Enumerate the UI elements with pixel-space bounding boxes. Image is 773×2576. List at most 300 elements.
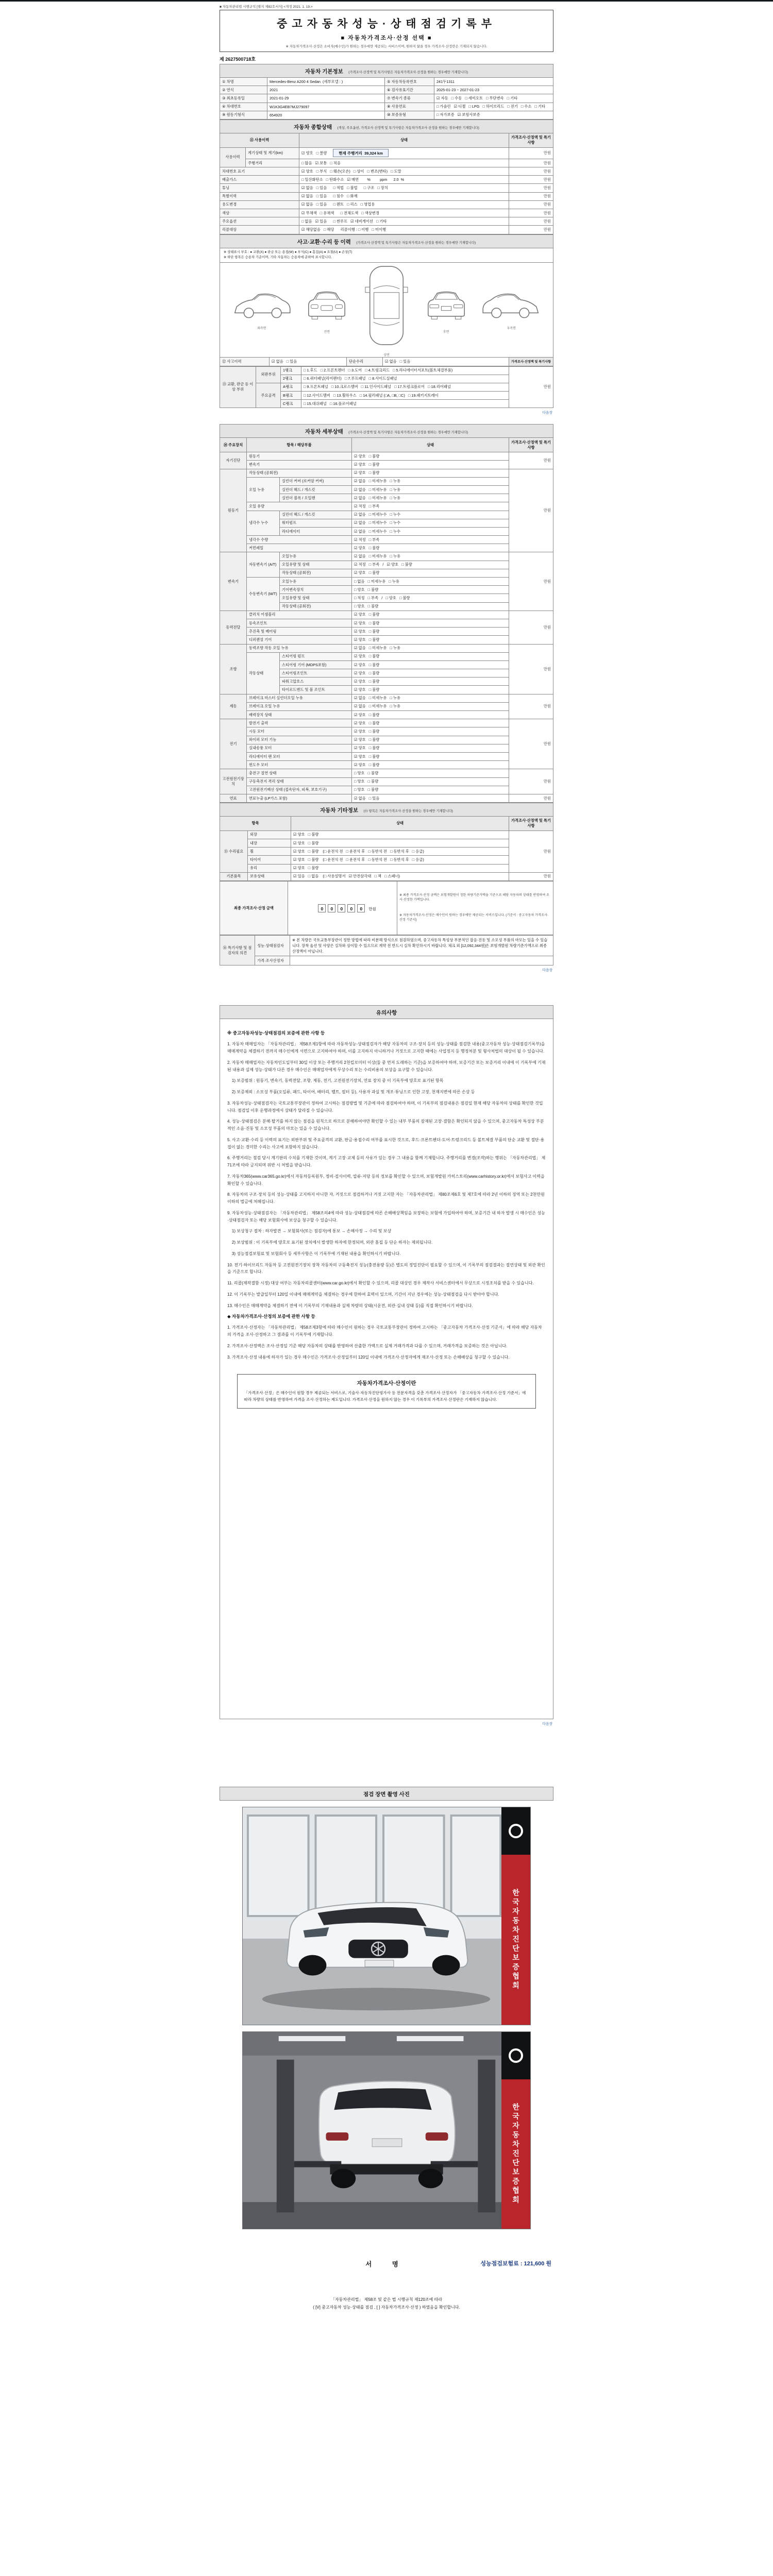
cell-status: ☑ 해당없음 □ 해당 리콜이행 : □ 이행 □ 미이행: [299, 226, 509, 234]
cell-status: ☑ 양호 □ 불량 (□ 운전석 전 □ 운전석 후 □ 동반석 전 □ 동반석 후 □ 응급): [291, 848, 509, 856]
view-label: 좌측면: [257, 327, 266, 330]
cell-group-main-frame: 주요골격: [256, 383, 281, 408]
cell-status: □ 없음 □ 미세누유 □ 누유: [352, 578, 509, 586]
section-photos-heading: [220, 1787, 553, 1801]
cell-rank: B랭크: [281, 392, 301, 400]
view-label: 우측면: [507, 327, 516, 330]
cell-label: ⑧ 사용연료: [385, 103, 434, 111]
cell-price: 만원: [509, 167, 553, 176]
pager-next[interactable]: 다음장: [542, 411, 552, 415]
cell-status: ☑ 양호 □ 부식 □ 훼손(오손) □ 상이 □ 변조(변타) □ 도말: [299, 167, 509, 176]
car-right-side-view: [481, 290, 542, 330]
cell-value-car-name: Mercedes-Benz A200 4 Sedan (세부모델 : ): [267, 78, 385, 86]
lift-photo-image: [243, 2032, 530, 2229]
cell-status: ☑ 없음 □ 있음 □ 적법 □ 불법 □ 구조 □ 장치: [299, 184, 509, 192]
cell-status: ☑ 적정 □ 부족: [352, 536, 509, 544]
car-top-diagram-icon: [362, 263, 411, 348]
cell-label: ⑥ 검사유효기간: [385, 86, 434, 94]
cell-group: 연료: [220, 794, 247, 802]
cell-subgroup: 수동변속기 (M/T): [247, 578, 280, 611]
col-header-device: ⑭ 주요장치: [220, 438, 247, 452]
amount-digit: 0: [357, 904, 365, 912]
notice-item: 2) 보상범위 : 이 기록부에 양호로 표기된 장치에서 발생한 하자에 한정되며, 외관 흠집 등 단순 하자는 제외됩니다.: [227, 1240, 433, 1245]
notice-item: 9. 자동차성능·상태점검자는 「자동차관리법」 제58조의4에 따라 성능·상태점검에 따른 손해배상책임을 보장하는 보험에 가입하여야 하며, 보증기간 내 하자 발생 시 매수인은 성능·상태점검자 또는 해당 보험회사에 보상을 청구할 수 있습니다.: [227, 1210, 545, 1223]
cell-item: 구동축전지 격리 상태: [247, 777, 352, 786]
cell-price: 만원: [509, 366, 553, 408]
cell-status: ☑ 양호 □ 불량: [352, 452, 509, 461]
cell-subgroup: 냉각수 누수: [247, 511, 280, 536]
cell-subgroup: 작동상태: [247, 652, 280, 694]
cell-price: 만원: [509, 611, 553, 644]
cell-status: ☑ 양호 □ 불량: [352, 686, 509, 694]
cell-price: 만원: [509, 226, 553, 234]
cell-label: 주요옵션: [220, 217, 299, 226]
cell-value-model-year: 2021: [267, 86, 385, 94]
cell-status: ☑ 양호 □ 불량: [352, 736, 509, 744]
comprehensive-state-table: [220, 133, 553, 234]
section-etc-note: (⑮ 항목은 자동차가격조사·산정을 원하는 경우에만 기재합니다): [363, 809, 453, 814]
cell-status: ☑ 없음 □ 미세누유 □ 누유: [352, 477, 509, 485]
cell-group: 사용이력: [220, 147, 246, 167]
section-accident-note: (가격조사·산정액 및 특기사항은 자동차가격조사·산정을 원하는 경우에만 기재합니다): [356, 241, 476, 245]
notice-item: 7. 자동차365(www.car365.go.kr)에서 자동차등록원부, 정비·검사이력, 압류·저당 등의 정보를 확인할 수 있으며, 보험개발원 카히스토리(www.carhistory.or.kr)에서 보험사고 이력을 확인할 수 있습니다.: [227, 1174, 546, 1186]
cell-label: 계기상태 및 계기(km): [246, 147, 299, 159]
cell-price: 만원: [509, 794, 553, 802]
amount-digit: 0: [318, 904, 326, 912]
cell-status: ☑ 양호 □ 불량: [352, 727, 509, 736]
association-name: 한국자동차진단보증협회: [512, 1889, 520, 1991]
notice-item: 2. 가격조사·산정액은 조사·산정일 기준 해당 자동차의 상태를 반영하여 산출한 가액으로 실제 거래가격과 다를 수 있으며, 거래가격을 보증하는 것은 아닙니다.: [227, 1343, 508, 1348]
notice-item: 3. 자동차성능·상태점검자는 국토교통부장관이 정하여 고시하는 점검방법 및 기준에 따라 점검하여야 하며, 이 기록부의 점검내용은 점검일 현재 해당 자동차의 상태를 확인한 것입니다. 점검일 이후 운행과정에서 상태가 달라질 수 있습니다.: [227, 1100, 543, 1113]
col-header-price: 가격조사·산정액 및 특기사항: [509, 133, 553, 147]
cell-group: 동력전달: [220, 611, 247, 644]
cell-item: 스티어링 기어 (MDPS포함): [280, 660, 352, 669]
cell-label: 리콜대상: [220, 226, 299, 234]
cell-item: 워터펌프: [280, 519, 352, 527]
cell-status: ☑ 양호 □ 불량: [352, 744, 509, 752]
notice-item: 3. 가격조사·산정 내용에 하자가 있는 경우 매수인은 가격조사·산정일부터 120일 이내에 가격조사·산정자에게 재조사·산정 또는 손해배상을 청구할 수 있습니다.: [227, 1354, 510, 1360]
cell-label: 차대번호 표기: [220, 167, 299, 176]
cell-label: ① 차명: [220, 78, 267, 86]
inspection-photo-lift: [242, 2031, 531, 2229]
cell-status: ☑ 없음 □ 미세누유 □ 누유: [352, 694, 509, 702]
col-header-usage: ⑪ 사용이력: [220, 133, 299, 147]
cell-status: ☑ 양호 □ 불량: [352, 761, 509, 769]
accident-legend-note: ※ 하단 항목은 승용차 기준이며, 기타 자동차는 승용차에 준하여 표시합니다.: [224, 256, 332, 260]
cell-group-repair-needed: ⑮ 수리필요: [220, 831, 248, 872]
car-front-diagram-icon: [302, 286, 351, 325]
cell-group-outer-panel: 외판부위: [256, 366, 281, 383]
cell-item: 작동상태 (공회전): [280, 602, 352, 611]
cell-item: 실린더 커버 (로커암 커버): [280, 477, 352, 485]
cell-price: 만원: [509, 872, 553, 880]
definition-body: 「가격조사·산정」은 매수인이 원할 경우 제공되는 서비스로, 기술사·자동차진단평가사 등 전문자격을 갖춘 가격조사·산정자가 「중고자동차 가격조사·산정 기준서」에 따라 차량의 상태를 반영하여 가격을 조사·산정하는 제도입니다. 가격조사·산정을 원하지 않는 경우 이 기록부의 가격조사·산정란은 기재하지 않습니다.: [244, 1391, 526, 1402]
cell-label: 타이어: [248, 856, 291, 864]
cell-status: ☑ 없음 □ 있음: [352, 794, 509, 802]
association-banner: [501, 1807, 530, 2025]
notice-item: 2. 자동차 매매업자는 자동차인도일부터 30일 이상 또는 주행거리 2천킬로미터 이상(둘 중 먼저 도래하는 기준)을 보증하여야 하며, 보증기간 또는 보증거리 이내에 이 기록부에 기재된 내용과 실제 성능·상태가 다른 경우 매수인은 매매업자에게 무상수리 또는 수리비용의 보상을 요구할 수 있습니다.: [227, 1060, 546, 1072]
page-subtitle: ■ 자동차가격조사·산정 선택 ■: [341, 35, 432, 41]
col-header-status: 상태: [352, 438, 509, 452]
car-rear-view: [422, 286, 471, 334]
cell-status: ☑ 양호 □ 불량: [352, 461, 509, 469]
cell-status: ☑ 양호 □ 불량: [352, 469, 509, 477]
col-header-status: 상태: [299, 133, 509, 147]
amount-digit: 0: [347, 904, 355, 912]
cell-value-first-reg-date: 2021-01-29: [267, 94, 385, 103]
cell-status: □ 없음 ☑ 있음 □ 썬루프 ☑ 네비게이션 □ 기타: [299, 217, 509, 226]
notice-item: 12. 이 기록부는 발급일부터 120일 이내에 매매계약을 체결하는 경우에 한하여 효력이 있으며, 기간이 지난 경우에는 성능·상태점검을 다시 받아야 합니다.: [227, 1292, 499, 1297]
cell-item: 스티어링 펌프: [280, 652, 352, 660]
cell-value-inspection-period: 2025-01-23 ~ 2027-01-23: [434, 86, 553, 94]
cell-status-mileage: [299, 147, 509, 159]
cell-group: 변속기: [220, 552, 247, 611]
cell-item: 디퍼렌셜 기어: [247, 636, 352, 644]
cell-label: ⑨ 원동기형식: [220, 111, 267, 119]
cell-item: 배력장치 상태: [247, 711, 352, 719]
cell-group-exchange: ⑬ 교환, 판금 등 이상 부위: [220, 366, 256, 408]
cell-label: 특별이력: [220, 192, 299, 200]
section-photos-title: 점검 장면 촬영 사진: [363, 1791, 410, 1798]
title-box: [220, 10, 553, 52]
car-damage-diagrams: [220, 262, 553, 357]
cell-label: ⑤ 자동차등록번호: [385, 78, 434, 86]
cell-price: 만원: [509, 831, 553, 872]
cell-status-simple-repair: ☑ 없음 □ 있음: [383, 357, 509, 366]
cell-status: ☑ 양호 □ 불량: [352, 569, 509, 577]
current-mileage-value: 현재 주행거리 39,324 km: [333, 149, 389, 157]
accident-history-table: [220, 357, 553, 366]
mileage-status: ☑ 양호 □ 불량: [301, 150, 327, 156]
document-number: 제 2627500718호: [220, 57, 256, 62]
notice-item: 2) 보증제외 : 소모성 부품(오일류, 패드, 타이어, 배터리, 벨트, 필터 등), 사용자 과실 및 개조·튜닝으로 인한 고장, 천재지변에 따른 손상 등: [227, 1090, 475, 1095]
cell-item: 고전원전기배선 상태 (접속단자, 피복, 보호기구): [247, 786, 352, 794]
price-appraisal-definition-box: [237, 1374, 536, 1409]
col-header-price: 가격조사·산정액 및 특기사항: [509, 357, 553, 366]
accident-legend-codes: ※ 상태표시 부호 : ● 교환(X) ● 판금 또는 용접(W) ● 부식(C) ● 흠집(A) ● 요철(U) ● 손상(T): [224, 250, 352, 254]
cell-item: 파워고압호스: [280, 677, 352, 686]
view-label: 전면: [324, 330, 330, 334]
cell-item: 연료누출 (LP가스 포함): [247, 794, 352, 802]
premium-value: 121,600 원: [524, 2261, 551, 2267]
cell-status: ☑ 양호 □ 불량: [291, 864, 509, 872]
cell-item: 와이퍼 모터 기능: [247, 736, 352, 744]
photos-section: [220, 1787, 553, 2229]
cell-price: 만원: [509, 469, 553, 552]
section-notices-heading: [220, 1005, 553, 1019]
cell-rank-items: □ 9.프론트패널 □ 10.크로스멤버 □ 11.인사이드패널 □ 17.트렁크플로어 □ 18.리어패널: [301, 383, 509, 391]
section-etc-heading: [220, 803, 553, 816]
cell-item: 원동기: [247, 452, 352, 461]
cell-status: ☑ 양호 □ 불량: [352, 611, 509, 619]
cell-label: ④ 차대번호: [220, 103, 267, 111]
cell-price: 만원: [509, 694, 553, 719]
cell-label: 주행거리: [246, 159, 299, 167]
cell-item: 오일 유량: [247, 502, 352, 511]
notices-subheading: ◆ 자동차가격조사·산정의 보증에 관한 사항 등: [227, 1314, 315, 1319]
cell-item: 커먼레일: [247, 544, 352, 552]
view-label: 후면: [443, 330, 449, 334]
section-basic-title: 자동차 기본정보: [305, 69, 343, 75]
final-price-amount: [288, 882, 397, 935]
cell-label: 튜닝: [220, 184, 299, 192]
inspector-label: 성능·상태점검자: [255, 936, 290, 956]
cell-group: 전기: [220, 719, 247, 769]
cell-item: 추진축 및 베어링: [247, 628, 352, 636]
section-detail-heading: [220, 424, 553, 437]
showroom-photo-image: [243, 1807, 530, 2025]
notice-item: 3) 성능점검보험료 및 보험회사 등 세부사항은 이 기록부에 기재된 내용을 확인하시기 바랍니다.: [227, 1251, 401, 1256]
notice-item: 1) 보상청구 절차 : 하자발견 → 보험회사(또는 점검자)에 통보 → 손해사정 → 수리 및 보상: [227, 1229, 392, 1234]
inspection-insurance-premium: [480, 2259, 551, 2267]
cell-item: 작동상태 (공회전): [280, 569, 352, 577]
cell-label: 용도변경: [220, 200, 299, 209]
cell-group: 원동기: [220, 469, 247, 552]
cell-price: 만원: [509, 159, 553, 167]
cell-status: ☑ 없음 □ 있음 □ 침수 □ 화재: [299, 192, 509, 200]
col-header-price: 가격조사·산정액 및 특기사항: [509, 438, 553, 452]
cell-item: 윈도우 모터: [247, 761, 352, 769]
cell-label: 색상: [220, 209, 299, 217]
col-header-item: 항목: [220, 817, 291, 831]
car-top-view: [362, 263, 411, 357]
association-banner: [501, 2032, 530, 2229]
section-detail-note: (가격조사·산정액 및 특기사항은 자동차가격조사·산정을 원하는 경우에만 기재합니다): [348, 431, 468, 435]
accident-legend: [220, 248, 553, 262]
cell-item: 냉각수 수량: [247, 536, 352, 544]
cell-status: □ 많음 ☑ 보통 □ 적음: [299, 159, 509, 167]
notice-item: 1. 자동차 매매업자는 「자동차관리법」 제58조제1항에 따라 자동차성능·상태점검자가 해당 자동차의 구조·장치 등의 성능·상태를 점검한 내용(중고자동차 성능·상태점검기록부)을 매매계약을 체결하기 전까지 매수인에게 서면으로 고지하여야 하며, 이를 고지하지 아니하거나 거짓으로 고지한 때에는 사업정지 등 행정처분 및 형사처벌의 대상이 될 수 있습니다.: [227, 1042, 546, 1054]
final-note-line: ※ 자동차가격조사·산정은 매수인이 원하는 경우에만 제공되는 서비스입니다. (기준서 : 중고자동차 가격조사·산정 기준서): [399, 913, 549, 922]
cell-price: 만원: [509, 217, 553, 226]
cell-rank-items: □ 15.대쉬패널 □ 16.플로어패널: [301, 400, 509, 408]
notice-item: 4. 성능·상태점검은 분해·탈거를 하지 않는 점검을 원칙으로 하므로 분해하여야만 확인할 수 있는 내부 부품의 잠재된 고장·결함은 확인되지 않을 수 있으며, 중고자동차 특성상 부분적인 소음·진동 및 소모성 부품의 마모는 있을 수 있습니다.: [227, 1119, 544, 1131]
pager-next[interactable]: 다음장: [542, 969, 552, 973]
cell-group: 제동: [220, 694, 247, 719]
section-notices-title: 유의사항: [376, 1010, 397, 1016]
pager-next[interactable]: 다음장: [542, 1722, 552, 1726]
cell-rank: 2랭크: [281, 375, 301, 383]
cell-status: □ 적정 □ 부족 / □ 양호 □ 불량: [352, 594, 509, 602]
section-etc-title: 자동차 기타정보: [320, 807, 359, 814]
amount-digit: 0: [328, 904, 335, 912]
final-note-line: ※ 최종 가격조사·산정 금액은 보험개발원이 정한 차량기준가액을 기준으로 해당 자동차의 상태를 반영하여 조사·산정한 가액입니다.: [399, 893, 549, 902]
final-price-notes: [397, 882, 553, 935]
cell-label-accident-history: ⑫ 사고이력: [220, 357, 270, 366]
cell-status: □ 양호 □ 불량: [352, 777, 509, 786]
cell-item: 충전구 절연 상태: [247, 769, 352, 777]
notices-body: [220, 1019, 553, 1719]
notice-item: 6. 주행거리는 점검 당시 계기판의 수치를 기재한 것이며, 계기 고장·교체 등의 사유가 있는 경우 그 내용을 함께 기재합니다. 주행거리를 변경(조작)하는 행위는 「자동차관리법」 제71조에 따라 금지되며 위반 시 처벌을 받습니다.: [227, 1156, 546, 1168]
cell-price: 만원: [509, 176, 553, 184]
amount-digit: 0: [338, 904, 345, 912]
cell-item: 브레이크 오일 누유: [247, 702, 352, 710]
cell-status: □ 양호 □ 불량: [352, 602, 509, 611]
cell-status: ☑ 양호 □ 불량: [352, 669, 509, 677]
basic-info-table: [220, 77, 553, 120]
section-basic-note: (가격조사·산정액 및 특기사항은 자동차가격조사·산정을 원하는 경우에만 기재합니다): [348, 71, 468, 74]
association-logo-icon: [501, 1807, 530, 1855]
cell-item: 시동 모터: [247, 727, 352, 736]
cell-label: ⑩ 보증유형: [385, 111, 434, 119]
cell-status: □ 양호 □ 불량: [352, 586, 509, 594]
cell-status: ☑ 없음 □ 미세누수 □ 누수: [352, 519, 509, 527]
car-front-view: [302, 286, 351, 334]
cell-item: 오일유량 및 상태: [280, 561, 352, 569]
section-detail-title: 자동차 세부상태: [305, 429, 343, 435]
cell-status: ☑ 양호 □ 불량: [352, 652, 509, 660]
cell-status: ☑ 양호 □ 불량: [291, 839, 509, 848]
cell-rank-items: □ 1.후드 □ 2.프론트펜더 □ 3.도어 □ 4.트렁크리드 □ 5.라디에이터서포트(볼트체결부품): [301, 366, 509, 375]
cell-status: ☑ 없음 □ 있음 □ 렌트 □ 리스 □ 영업용: [299, 200, 509, 209]
cell-rank: C랭크: [281, 400, 301, 408]
footer-line: ( [V] 중고자동차 성능·상태를 점검 , [ ] 자동차가격조사·산정 ) 하였음을 확인합니다.: [313, 2304, 460, 2310]
notices-list-1: [227, 1041, 546, 1309]
cell-item: 오일누유: [280, 578, 352, 586]
cell-status: ☑ 양호 □ 불량: [352, 544, 509, 552]
car-side-diagram-icon: [481, 290, 542, 321]
section-accident-heading: [220, 234, 553, 248]
cell-price: 만원: [509, 769, 553, 794]
etc-info-table: [220, 816, 553, 881]
inspection-photo-showroom: [242, 1807, 531, 2025]
cell-item: 라디에이터 팬 모터: [247, 752, 352, 760]
cell-item: 실린더 헤드 / 개스킷: [280, 511, 352, 519]
cell-group-basic-items: 기본품목: [220, 872, 248, 880]
cell-price: 만원: [509, 192, 553, 200]
cell-subgroup: 오일 누유: [247, 477, 280, 502]
cell-label: ③ 최초등록일: [220, 94, 267, 103]
car-rear-diagram-icon: [422, 286, 471, 325]
final-price-label: 최종 가격조사·산정 금액: [220, 882, 288, 935]
cell-item: 동력조향 작동 오일 누유: [247, 644, 352, 652]
col-header-status: 상태: [291, 817, 509, 831]
appraiser-opinion: [290, 956, 553, 965]
page-top-border: [0, 0, 773, 2]
cell-group: 고전원전기장치: [220, 769, 247, 794]
section-comprehensive-title: 자동차 종합상태: [294, 124, 332, 130]
notices-subheading: ※ 중고자동차성능·상태점검의 보증에 관한 사항 등: [227, 1030, 325, 1036]
section-basic-heading: [220, 64, 553, 77]
section-accident-title: 사고·교환·수리 등 이력: [297, 239, 351, 245]
cell-item: 기어변속장치: [280, 586, 352, 594]
car-side-diagram-icon: [231, 290, 292, 321]
cell-status: ☑ 없음 □ 미세누유 □ 누유: [352, 702, 509, 710]
notice-item: 8. 자동차의 구조·장치 등의 성능·상태를 고지하지 아니한 자, 거짓으로 점검하거나 거짓 고지한 자는 「자동차관리법」 제80조제6호 및 제7호에 따라 2년 이하의 징역 또는 2천만원 이하의 벌금에 처해집니다.: [227, 1192, 546, 1205]
col-header-price: 가격조사·산정액 및 특기사항: [509, 817, 553, 831]
cell-item: 스티어링조인트: [280, 669, 352, 677]
form-reference: ■ 자동차관리법 시행규칙 [별지 제82호서식] <개정 2021. 1. 19.>: [220, 5, 313, 9]
detail-state-table: [220, 437, 553, 803]
cell-status: ☑ 양호 □ 불량: [352, 752, 509, 760]
notice-item: 1) 보증범위 : 원동기, 변속기, 동력전달, 조향, 제동, 전기, 고전원전기장치, 연료 장치 중 이 기록부에 양호로 표기된 항목: [227, 1078, 444, 1083]
cell-group: 조향: [220, 644, 247, 694]
special-notes-label: ⑯ 특기사항 및 점검자의 의견: [220, 936, 255, 965]
cell-price: 만원: [509, 719, 553, 769]
cell-item: 작동상태 (공회전): [247, 469, 352, 477]
amount-unit: 만원: [368, 906, 376, 911]
cell-status: ☑ 양호 □ 불량: [352, 677, 509, 686]
cell-item: 오일누유: [280, 552, 352, 561]
cell-item: 실린더 헤드 / 개스킷: [280, 485, 352, 494]
cell-label: ② 연식: [220, 86, 267, 94]
cell-rank: 1랭크: [281, 366, 301, 375]
cell-price: 만원: [509, 147, 553, 159]
cell-status: ☑ 없음 □ 미세누수 □ 누수: [352, 511, 509, 519]
cell-status: ☑ 양호 □ 불량: [352, 628, 509, 636]
cell-label: ⑦ 변속기 종류: [385, 94, 434, 103]
page-title: 중고자동차성능·상태점검기록부: [277, 18, 496, 30]
cell-value-engine-type: 654920: [267, 111, 385, 119]
signature-row: [220, 2253, 553, 2275]
premium-label: 성능점검보험료 :: [480, 2261, 523, 2267]
cell-status-accident-history: ☑ 없음 □ 있음: [270, 357, 347, 366]
notice-item: 5. 사고·교환·수리 등 이력의 표기는 외판부위 및 주요골격의 교환, 판금·용접수리 여부를 표시한 것으로, 후드·프론트펜더·도어·트렁크리드 등 볼트체결 부품의 단순 교환 및 절단·용접이 없는 경미한 수리는 사고에 포함하지 않습니다.: [227, 1137, 545, 1149]
cell-status: ☑ 양호 □ 불량 (□ 운전석 전 □ 운전석 후 □ 동반석 전 □ 동반석 후 □ 응급): [291, 856, 509, 864]
cell-value-warranty-type: □ 자가보증 ☑ 보험사보증: [434, 111, 553, 119]
notice-item: 11. 리콜(제작결함 시정) 대상 여부는 자동차리콜센터(www.car.go.kr)에서 확인할 수 있으며, 리콜 대상인 경우 제작사 서비스센터에서 무상으로 시정조치를 받을 수 있습니다.: [227, 1281, 534, 1286]
cell-value-reg-no: 241두1311: [434, 78, 553, 86]
association-name: 한국자동차진단보증협회: [512, 2103, 520, 2206]
cell-item: 실린더 블록 / 오일팬: [280, 494, 352, 502]
cell-item: 오일유량 및 상태: [280, 594, 352, 602]
cell-price: 만원: [509, 552, 553, 611]
cell-item: 등속조인트: [247, 619, 352, 627]
cell-status: ☑ 있음 □ 없음 (□ 사용설명서 ☑ 안전삼각대 □ 잭 □ 스패너): [291, 872, 509, 880]
cell-status: □ 양호 □ 불량: [352, 786, 509, 794]
notice-item: 13. 매수인은 매매계약을 체결하기 전에 이 기록부의 기재내용과 실제 차량의 상태(시운전, 외관·실내 상태 등)를 직접 확인하시기 바랍니다.: [227, 1303, 473, 1308]
cell-item: 실내송풍 모터: [247, 744, 352, 752]
cell-label: 내장: [248, 839, 291, 848]
cell-item: 클러치 어셈블리: [247, 611, 352, 619]
section-comprehensive-note: (색상, 주요옵션, 가격조사·산정액 및 특기사항은 자동차가격조사·산정을 원하는 경우에만 기재합니다): [337, 126, 479, 130]
cell-status: ☑ 없음 □ 미세누유 □ 누유: [352, 644, 509, 652]
final-price-table: [220, 881, 553, 935]
cell-status: ☑ 적정 □ 부족 / ☑ 양호 □ 불량: [352, 561, 509, 569]
cell-label: 외장: [248, 831, 291, 839]
cell-group: 자기진단: [220, 452, 247, 469]
cell-item: 브레이크 마스터 실린더오일 누유: [247, 694, 352, 702]
cell-status: □ 일산화탄소 □ 탄화수소 ☑ 매연 % ppm 2.0 %: [299, 176, 509, 184]
cell-label-simple-repair: 단순수리: [347, 357, 383, 366]
title-note: ※ 자동차가격조사·산정은 소비자(매수인)가 원하는 경우에만 제공되는 서비스이며, 원하지 않을 경우 가격조사·산정란은 기재되지 않습니다.: [285, 45, 488, 48]
cell-price: 만원: [509, 644, 553, 694]
cell-price: 만원: [509, 452, 553, 469]
cell-label: 휠: [248, 848, 291, 856]
section-comprehensive-heading: [220, 120, 553, 133]
view-label: 상면: [383, 353, 390, 357]
appraiser-label: 가격·조사산정자: [255, 956, 290, 965]
notices-list-2: [227, 1324, 546, 1361]
cell-rank: A랭크: [281, 383, 301, 391]
cell-status: ☑ 없음 □ 미세누유 □ 누유: [352, 485, 509, 494]
cell-status: ☑ 없음 □ 미세누유 □ 누유: [352, 552, 509, 561]
cell-rank-items: □ 6.쿼터패널(리어펜더) □ 7.루프패널 □ 8.사이드실패널: [301, 375, 509, 383]
association-logo-icon: [501, 2032, 530, 2079]
cell-subgroup: 자동변속기 (A/T): [247, 552, 280, 578]
cell-price: 만원: [509, 200, 553, 209]
footer-line: 「자동차관리법」 제58조 및 같은 법 시행규칙 제120조에 따라: [330, 2297, 443, 2302]
cell-status: ☑ 양호 □ 불량: [352, 619, 509, 627]
cell-value-vin: W1K3G4EB7MJ279097: [267, 103, 385, 111]
cell-item: 발전기 출력: [247, 719, 352, 727]
cell-item: 라디에이터: [280, 527, 352, 535]
cell-item: 변속기: [247, 461, 352, 469]
cell-status: ☑ 양호 □ 불량: [352, 711, 509, 719]
cell-value-transmission: ☑ 자동 □ 수동 □ 세미오토 □ 무단변속 □ 기타: [434, 94, 553, 103]
signature-label: 서 명: [365, 2261, 408, 2268]
cell-label: 유리: [248, 864, 291, 872]
